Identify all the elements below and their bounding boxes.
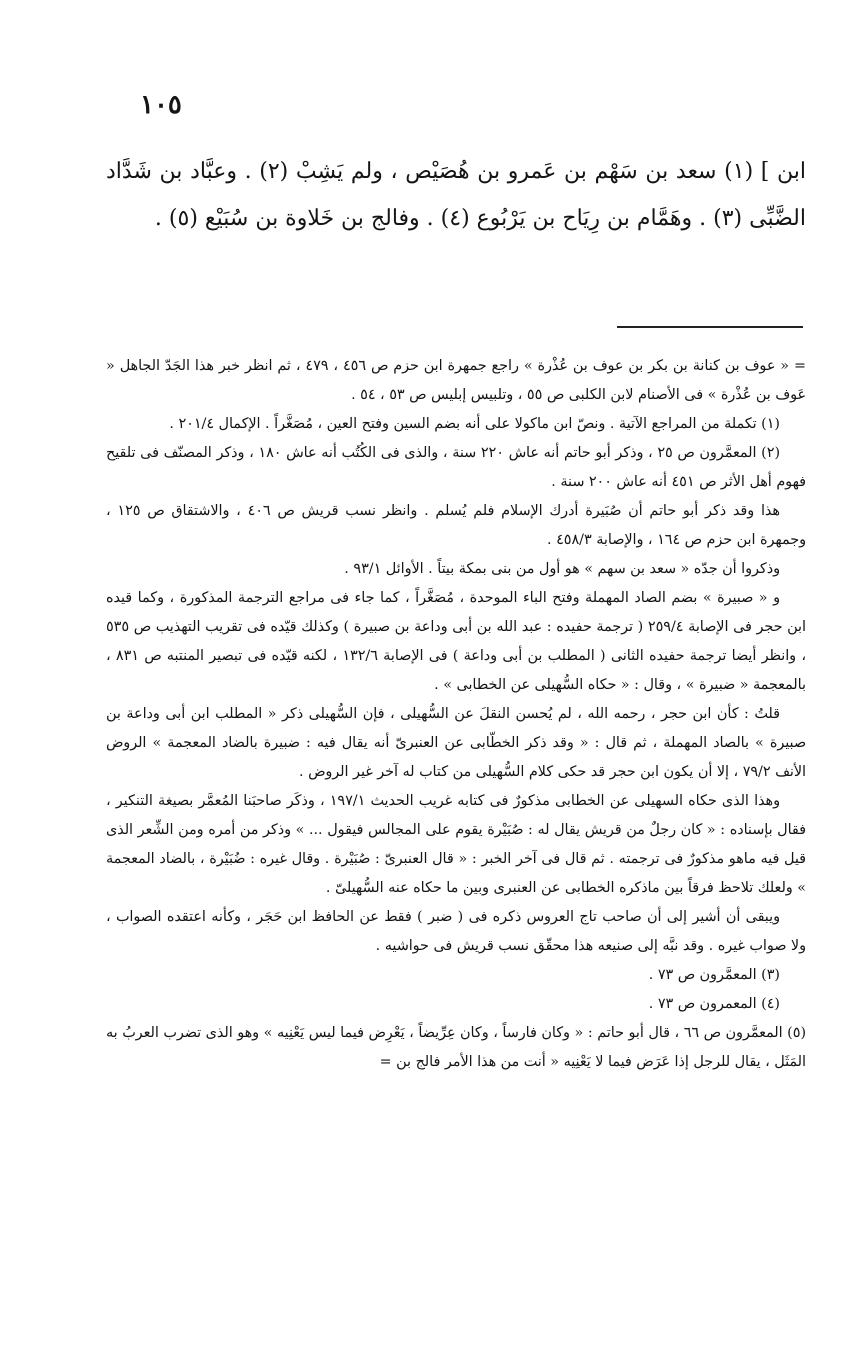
main-paragraph: ابن ] (١) سعد بن سَهْم بن عَمرو بن هُصَيْص ، ولم يَشِبْ (٢) . وعبَّاد بن شَدَّاد الضَّبِّى (٣) . وهَمَّام بن رِيَاح بن يَرْبُوع (٤) . وفالج بن خَلاوة بن سُبَيْع (٥) .: [106, 159, 807, 231]
footnote-5: (٥) المعمَّرون ص ٦٦ ، قال أبو حاتم : « وكان فارساً ، وكان عِرِّيضاً ، يَعْرِض فيما ليس يَعْنِيه » وهو الذى تضرب العربُ به المَثَل ، يقال للرجل إذا عَرَض فيما لا يَعْنِيه « أنت من هذا الأمر فالج بن =: [106, 1025, 807, 1070]
footnote-paragraph: ويبقى أن أشير إلى أن صاحب تاج العروس ذكره فى ( ضبر ) فقط عن الحافظ ابن حَجَر ، وكأنه اعتقده الصواب ، ولا صواب غيره . وقد نبَّه إلى صنيعه هذا محقّق نسب قريش فى حواشيه .: [106, 909, 806, 954]
footnote-2: (٢) المعمَّرون ص ٢٥ ، وذكر أبو حاتم أنه عاش ٢٢٠ سنة ، والذى فى الكُتُب أنه عاش ١٨٠ ، وذكر المصنّف فى تلقيح فهوم أهل الأثر ص ٤٥١ أنه عاش ٢٠٠ سنة .: [106, 445, 806, 490]
footnote: = « عوف بن كنانة بن بكر بن عوف بن عُذْرة » راجع جمهرة ابن حزم ص ٤٥٦ ، ٤٧٩ ، ثم انظر خبر هذا الجَدّ الجاهل « عَوف بن عُذْرة » فى الأصنام لابن الكلبى ص ٥٥ ، وتلبيس إبليس ص ٥٣ ، ٥٤ .: [106, 358, 806, 403]
footnote-4: (٤) المعمرون ص ٧٣ .: [648, 996, 780, 1012]
main-text: [106, 148, 806, 242]
footnote-paragraph: وهذا الذى حكاه السهيلى عن الخطابى مذكورٌ فى كتابه غريب الحديث ١٩٧/١ ، وذكَر صاحبَنا المُعمَّر بصيغة التنكير ، فقال بإسناده : « كان رجلٌ من قريش يقال له : صُبَيْرة يقوم على المجالس فيقول ... » وذكر من أمره ومن الشِّعر الذى قيل فيه ماهو مذكورٌ فى ترجمته . ثم قال فى آخر الخبر : « قال العنبرىّ : صُبَيْرة . وقال غيره : ضُبَيْرة ، بالضاد المعجمة » ولعلك تلاحظ فرقاً بين ماذكره الخطابى عن العنبرى وبين ما حكاه عنه السُّهيلىّ .: [106, 793, 806, 896]
page-number: ١٠٥: [140, 90, 182, 120]
footnote-paragraph: هذا وقد ذكر أبو حاتم أن صُبَيرة أدرك الإسلام فلم يُسلم . وانظر نسب قريش ص ٤٠٦ ، والاشتقاق ص ١٢٥ ، وجمهرة ابن حزم ص ١٦٤ ، والإصابة ٤٥٨/٣ .: [106, 503, 806, 548]
footnote-paragraph: قلتُ : كأن ابن حجر ، رحمه الله ، لم يُحسن النقلَ عن السُّهيلى ، فإن السُّهيلى ذكر « المطلب ابن أبى وداعة بن صبيرة » بالصاد المهملة ، ثم قال : « وقد ذكر الخطّابى عن العنبرىّ أنه يقال فيه : ضبيرة بالضاد المعجمة » الروض الأنف ٧٩/٢ ، إلا أن يكون ابن حجر قد حكى كلام السُّهيلى من كتاب له آخر غير الروض .: [106, 706, 806, 780]
footnotes: [106, 352, 806, 1077]
footnote-divider: [617, 326, 803, 328]
footnote-1: (١) تكملة من المراجع الآتية . ونصّ ابن ماكولا على أنه بضم السين وفتح العين ، مُصَغَّراً . الإكمال ٢٠١/٤ .: [169, 416, 780, 432]
footnote-3: (٣) المعمَّرون ص ٧٣ .: [648, 967, 780, 983]
footnote-paragraph: وذكروا أن جدّه « سعد بن سهم » هو أول من بنى بمكة بيتاً . الأوائل ٩٣/١ .: [344, 561, 780, 577]
footnote-paragraph: و « صبيرة » بضم الصاد المهملة وفتح الباء الموحدة ، مُصَغَّراً ، كما جاء فى مراجع الترجمة المذكورة ، وكما قيده ابن حجر فى الإصابة ٢٥٩/٤ ( ترجمة حفيده : عبد الله بن أبى وداعة بن صبيرة ) وكذلك قيّده فى تقريب التهذيب ص ٥٣٥ ، وانظر أيضا ترجمة حفيده الثانى ( المطلب بن أبى وداعة ) فى الإصابة ١٣٢/٦ ، لكنه قيّده فى تبصير المنتبه ص ٨٣١ ، بالمعجمة « ضبيرة » ، وقال : « حكاه السُّهيلى عن الخطابى » .: [106, 590, 807, 693]
